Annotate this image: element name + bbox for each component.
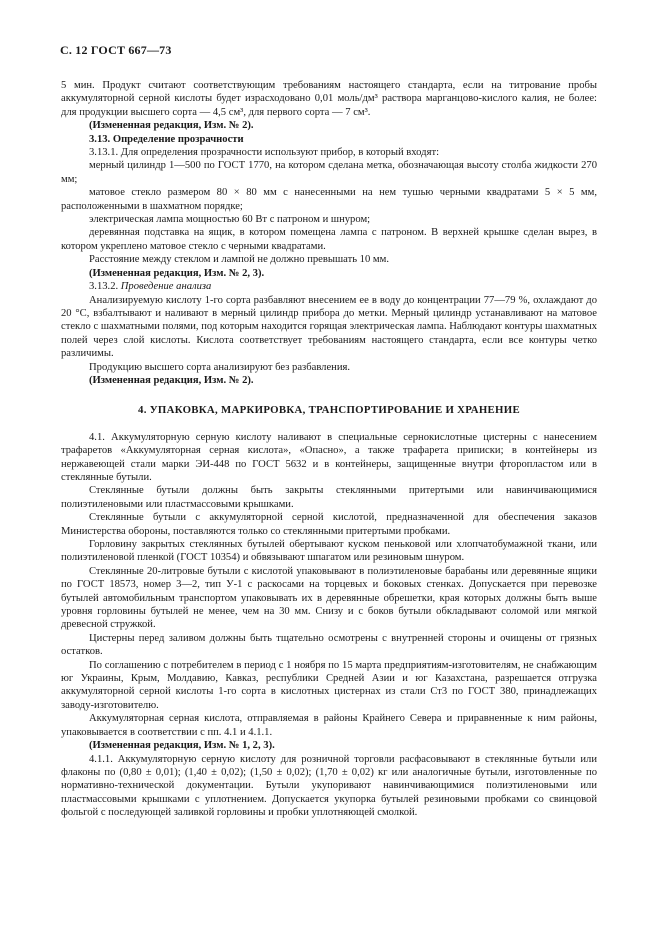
paragraph (61, 753, 597, 820)
paragraph (61, 280, 597, 293)
paragraph (61, 538, 597, 565)
paragraph-text: (Измененная редакция, Изм. № 1, 2, 3). (89, 740, 275, 752)
paragraph (61, 484, 597, 511)
paragraph (61, 186, 597, 213)
paragraph (61, 712, 597, 739)
paragraph-text: электрическая лампа мощностью 60 Вт с патроном и шнуром; (89, 214, 371, 226)
paragraph-text: мерный цилиндр 1—500 по ГОСТ 1770, на котором сделана метка, обозначающая высоту столба жидкости 270 мм; (61, 160, 597, 185)
paragraph-text: Аккумуляторная серная кислота, отправляемая в районы Крайнего Севера и приравненные к ним районы, упаковывается в соответствии с пп. 4.1 и 4.1.1. (61, 713, 597, 738)
bold-note (61, 119, 597, 132)
paragraph (61, 226, 597, 253)
paragraph-text: 3.13. Определение прозрачности (89, 133, 244, 145)
paragraph (61, 659, 597, 713)
paragraph-text: Продукцию высшего сорта анализируют без разбавления. (89, 361, 351, 373)
paragraph-text: деревянная подставка на ящик, в котором помещена лампа с патроном. В верхней крышке сделан вырез, в котором укреплено матовое стекло с черными квадратами. (61, 227, 597, 252)
paragraph (61, 159, 597, 186)
document-body (61, 79, 597, 820)
paragraph-text: 4. УПАКОВКА, МАРКИРОВКА, ТРАНСПОРТИРОВАНИЕ И ХРАНЕНИЕ (138, 404, 520, 417)
bold-note (61, 374, 597, 387)
section-heading (61, 404, 597, 417)
paragraph-text: (Измененная редакция, Изм. № 2). (89, 374, 254, 386)
paragraph (61, 431, 597, 485)
paragraph-text: (Измененная редакция, Изм. № 2). (89, 120, 254, 132)
paragraph-text: По соглашению с потребителем в период с 1 ноября по 15 марта предприятиям-изготовителям, не снабжающим юг Украины, Крым, Молдавию, Кавказ, республики Средней Азии и юг Казахстана, разрешается отгрузка аккумуляторной серной кислоты 1-го сорта в кислотных цистернах из стали Ст3 по ГОСТ 380, принадлежащих заводу-изготовителю. (61, 659, 597, 711)
paragraph-text: 4.1.1. Аккумуляторную серную кислоту для розничной торговли расфасовывают в стеклянные бутыли или флаконы по (0,80 ± 0,01); (1,40 ± 0,02); (1,50 ± 0,02); (1,70 ± 0,02) кг или аналогичные бутыли, изготовленные по нормативно-технической документации. Бутыли укупоривают навинчивающимися полиэтиленовыми или пластмассовыми крышками с уплотнением. Допускается укупорка бутылей резиновыми пробками со свинцовой фольгой с последующей заливкой горловины и пробки уплотняющей смолкой. (61, 753, 597, 819)
page-header: С. 12 ГОСТ 667—73 (60, 43, 172, 57)
paragraph-text: 5 мин. Продукт считают соответствующим требованиям настоящего стандарта, если на титрование пробы аккумуляторной серной кислоты будет израсходовано 0,01 моль/дм³ раствора марганцово-кислого калия, не более: для продукции высшего сорта — 4,5 см³, для первого сорта — 7 см³. (61, 80, 597, 118)
paragraph (61, 632, 597, 659)
paragraph-text: Стеклянные бутыли должны быть закрыты стеклянными притертыми или навинчивающимися полиэтиленовыми или пластмассовыми крышками. (61, 485, 597, 510)
paragraph-text: Стеклянные 20-литровые бутыли с кислотой упаковывают в полиэтиленовые барабаны или деревянные ящики по ГОСТ 18573, номер 3—2, тип У-1 с раскосами на торцевых и боковых стенках. Допускается при перевозке бутылей автомобильным транспортом упаковывать их в деревянные обрешетки, края которых должны быть выше уровня горловины бутылей не менее, чем на 30 мм. Снизу и с боков бутыли обкладывают соломой или мягкой древесной стружкой. (61, 565, 597, 631)
paragraph (61, 146, 597, 159)
paragraph-text: Стеклянные бутыли с аккумуляторной серной кислотой, предназначенной для обеспечения заказов Министерства обороны, поставляются только со стеклянными притертыми пробками. (61, 512, 597, 537)
bold-note (61, 267, 597, 280)
paragraph-text: 4.1. Аккумуляторную серную кислоту наливают в специальные сернокислотные цистерны с нанесением трафаретов «Аккумуляторная серная кислота», «Опасно», а также трафарета приписки; в контейнеры из нержавеющей стали марки ЭИ-448 по ГОСТ 5632 и в контейнеры, защищенные внутри фторопластом или в стеклянные бутыли. (61, 431, 597, 483)
paragraph (61, 213, 597, 226)
paragraph-text: Анализируемую кислоту 1-го сорта разбавляют внесением ее в воду до концентрации 77—79 %, охлаждают до 20 °С, взбалтывают и наливают в мерный цилиндр прибора до метки. Мерный цилиндр устанавливают на матовое стекло с шахматными полями, под которым находится горящая электрическая лампа. Наблюдают контуры шахматных полей через слой кислоты. Кислота соответствует требованиям настоящего стандарта, если все контуры четко различимы. (61, 294, 597, 360)
paragraph-text: (Измененная редакция, Изм. № 2, 3). (89, 267, 265, 279)
paragraph (61, 511, 597, 538)
paragraph (61, 79, 597, 119)
paragraph (61, 361, 597, 374)
bold-note (61, 133, 597, 146)
paragraph-text: Расстояние между стеклом и лампой не должно превышать 10 мм. (89, 254, 389, 266)
paragraph (61, 294, 597, 361)
bold-note (61, 739, 597, 752)
paragraph-text: Горловину закрытых стеклянных бутылей обертывают куском пеньковой или хлопчатобумажной ткани, или полиэтиленовой пленкой (ГОСТ 10354) и обвязывают шпагатом или резиновым шнуром. (61, 539, 597, 564)
paragraph-text: Цистерны перед заливом должны быть тщательно осмотрены с внутренней стороны и очищены от грязных остатков. (61, 632, 597, 658)
paragraph-text: 3.13.1. Для определения прозрачности используют прибор, в который входят: (89, 147, 440, 159)
paragraph-italic-text: Проведение анализа (120, 281, 212, 293)
paragraph-text: матовое стекло размером 80 × 80 мм с нанесенными на нем тушью черными квадратами 5 × 5 мм, расположенными в шахматном порядке; (61, 187, 597, 212)
paragraph (61, 253, 597, 266)
paragraph-text: 3.13.2. (89, 281, 121, 293)
paragraph (61, 565, 597, 632)
